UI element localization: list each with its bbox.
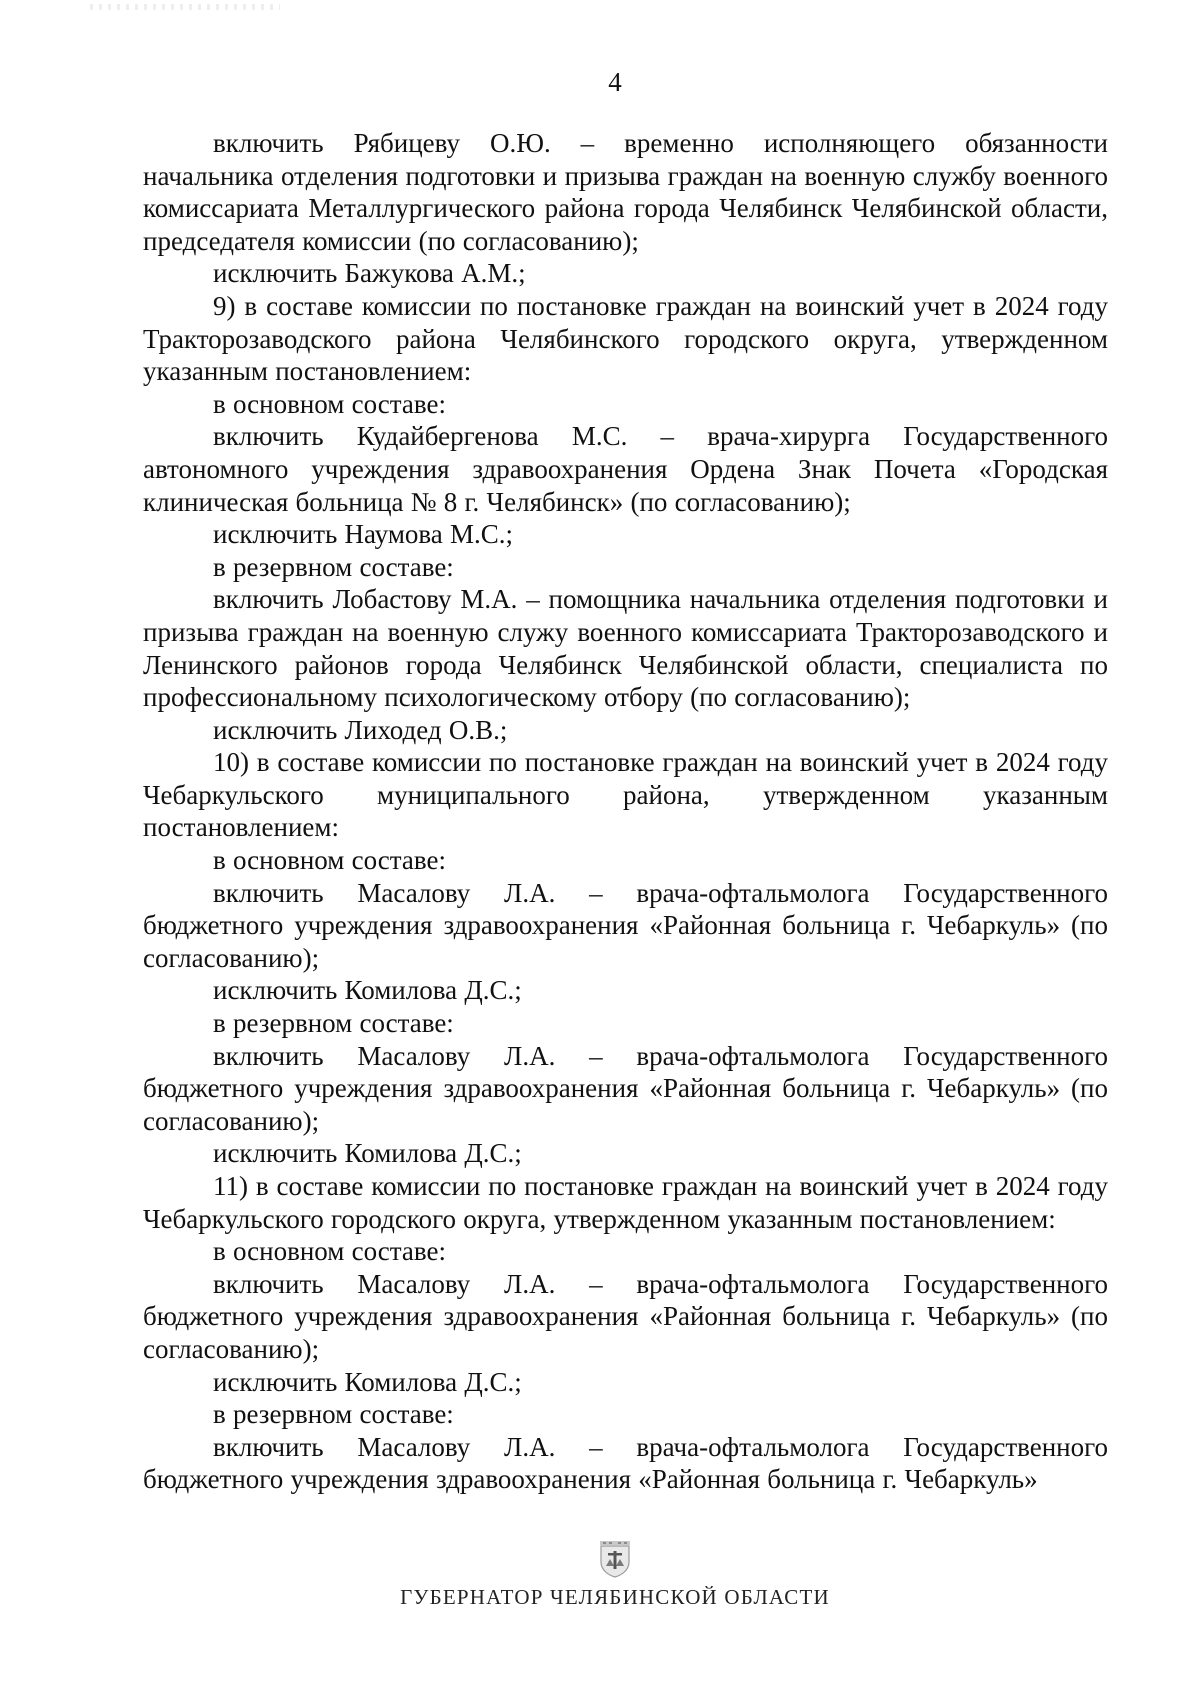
paragraph: 11) в составе комиссии по постановке граждан на воинский учет в 2024 году Чебаркульского городского округа, утвержденном указанным постановлением:: [143, 1171, 1108, 1234]
paragraph: в основном составе:: [213, 845, 446, 876]
paragraph: в основном составе:: [213, 388, 446, 419]
scan-artifact: [90, 4, 280, 10]
paragraph: исключить Бажукова А.М.;: [213, 258, 526, 289]
paragraph: исключить Лиходед О.В.;: [213, 714, 508, 745]
footer-emblem: [0, 1540, 1200, 1580]
paragraph: 9) в составе комиссии по постановке граждан на воинский учет в 2024 году Тракторозаводского района Челябинского городского округа, утвержденном указанным постановлением:: [143, 290, 1108, 387]
document-body: [143, 127, 1108, 1496]
paragraph: включить Масалову Л.А. – врача-офтальмолога Государственного бюджетного учреждения здравоохранения «Районная больница г. Чебаркуль» (по согласованию);: [143, 1040, 1108, 1136]
paragraph: исключить Комилова Д.С.;: [213, 1366, 522, 1397]
paragraph: в резервном составе:: [213, 551, 454, 582]
paragraph: исключить Наумова М.С.;: [213, 519, 514, 550]
paragraph: в основном составе:: [213, 1236, 446, 1267]
coat-of-arms-icon: [598, 1540, 632, 1578]
paragraph: включить Кудайбергенова М.С. – врача-хирурга Государственного автономного учреждения здравоохранения Ордена Знак Почета «Городская клиническая больница № 8 г. Челябинск» (по согласованию);: [143, 421, 1108, 517]
page-number: 4: [608, 67, 622, 97]
footer-caption: ГУБЕРНАТОР ЧЕЛЯБИНСКОЙ ОБЛАСТИ: [400, 1585, 830, 1609]
paragraph: включить Масалову Л.А. – врача-офтальмолога Государственного бюджетного учреждения здравоохранения «Районная больница г. Чебаркуль» (по согласованию);: [143, 1268, 1108, 1364]
paragraph: исключить Комилова Д.С.;: [213, 1138, 522, 1169]
paragraph: включить Масалову Л.А. – врача-офтальмолога Государственного бюджетного учреждения здравоохранения «Районная больница г. Чебаркуль» (по согласованию);: [143, 877, 1108, 973]
paragraph: включить Лобастову М.А. – помощника начальника отделения подготовки и призыва граждан на военную служу военного комиссариата Тракторозаводского и Ленинского районов города Челябинск Челябинской области, специалиста по профессиональному психологическому отбору (по согласованию);: [143, 584, 1108, 713]
paragraph: 10) в составе комиссии по постановке граждан на воинский учет в 2024 году Чебаркульского муниципального района, утвержденном указанным постановлением:: [143, 747, 1108, 843]
paragraph: включить Масалову Л.А. – врача-офтальмолога Государственного бюджетного учреждения здравоохранения «Районная больница г. Чебаркуль»: [143, 1431, 1108, 1495]
paragraph: в резервном составе:: [213, 1008, 454, 1039]
paragraph: в резервном составе:: [213, 1399, 454, 1430]
paragraph: включить Рябицеву О.Ю. – временно исполняющего обязанности начальника отделения подготовки и призыва граждан на военную службу военного комиссариата Металлургического района города Челябинск Челябинской области, председателя комиссии (по согласованию);: [143, 128, 1108, 256]
paragraph: исключить Комилова Д.С.;: [213, 975, 522, 1006]
